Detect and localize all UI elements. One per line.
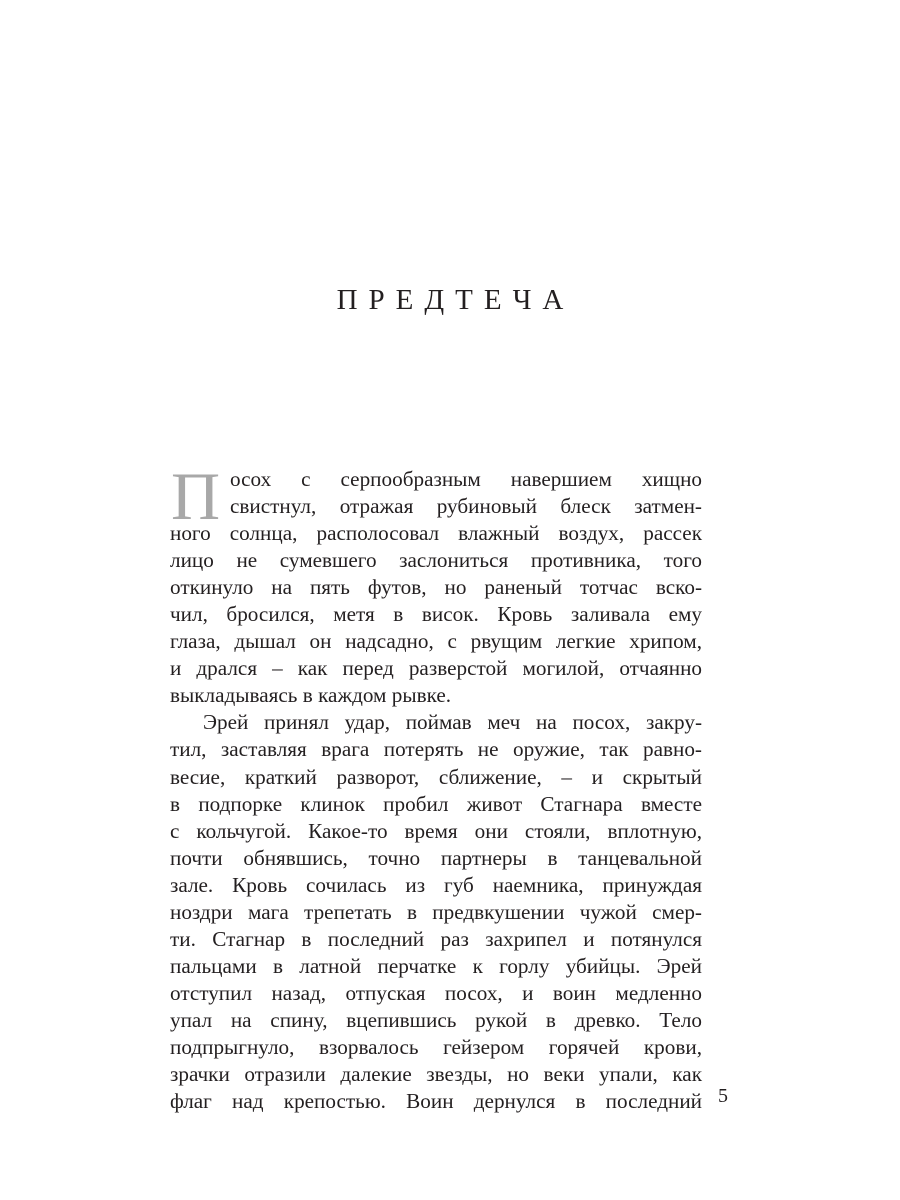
text-line: и дрался – как перед разверстой могилой, отчаянно [170, 656, 702, 681]
body-text [170, 458, 702, 1115]
text-line: осох с серпообразным навершием хищно [230, 467, 702, 491]
text-line: упал на спину, вцепившись рукой в древко. Тело [170, 1007, 702, 1032]
page-number: 5 [718, 1085, 728, 1107]
text-line: подпрыгнуло, взорвалось гейзером горячей крови, [170, 1034, 702, 1059]
text-line: ноздри мага трепетать в предвкушении чужой смер- [170, 899, 702, 924]
text-line: тил, заставляя врага потерять не оружие, так равно- [170, 737, 702, 762]
text-line: Эрей принял удар, поймав меч на посох, закру- [203, 710, 702, 735]
text-line: весие, краткий разворот, сближение, – и скрытый [170, 764, 702, 789]
text-line: в подпорке клинок пробил живот Стагнара вместе [170, 791, 702, 816]
text-line: свистнул, отражая рубиновый блеск затмен- [230, 494, 702, 519]
text-line: зрачки отразили далекие звезды, но веки упали, как [170, 1062, 702, 1087]
text-line: откинуло на пять футов, но раненый тотчас вско- [170, 575, 702, 600]
text-line: чил, бросился, метя в висок. Кровь заливала ему [170, 602, 702, 627]
text-line: ного солнца, располосовал влажный воздух, рассек [170, 521, 702, 546]
drop-cap: П [171, 458, 221, 534]
text-line: с кольчугой. Какое-то время они стояли, вплотную, [170, 818, 702, 843]
chapter-title: ПРЕДТЕЧА [336, 284, 575, 316]
text-line: лицо не сумевшего заслониться противника, того [170, 548, 702, 573]
text-line: отступил назад, отпуская посох, и воин медленно [170, 980, 702, 1005]
text-line: выкладываясь в каждом рывке. [170, 683, 452, 708]
text-line: глаза, дышал он надсадно, с рвущим легкие хрипом, [170, 629, 702, 654]
text-line: зале. Кровь сочилась из губ наемника, принуждая [170, 872, 702, 897]
text-line: ти. Стагнар в последний раз захрипел и потянулся [170, 926, 702, 951]
text-line: флаг над крепостью. Воин дернулся в последний [170, 1089, 702, 1114]
text-line: пальцами в латной перчатке к горлу убийцы. Эрей [170, 953, 702, 978]
text-line: почти обнявшись, точно партнеры в танцевальной [170, 845, 702, 870]
